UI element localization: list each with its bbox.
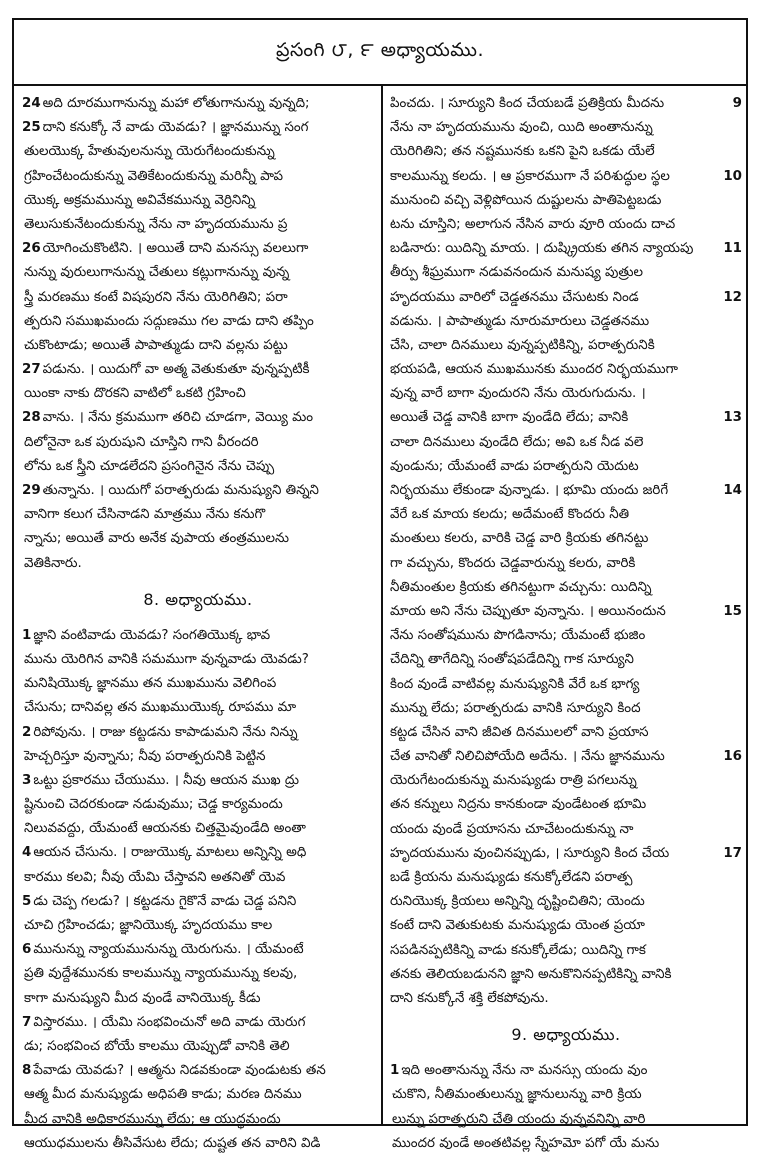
verse-text: దాని కనుక్కో నే వాడు యెవడు? । జ్ఞానమున్ను సంగ <box>42 120 309 136</box>
verse-text: ఇది అంతానున్ను నేను నా మనస్సు యందు వుం <box>401 1063 648 1079</box>
verse-line <box>22 866 374 890</box>
verse-line <box>22 1035 374 1059</box>
verse-text: ఆత్మ మీద మనుష్యుడు అధిపతి కాడు; మరణ దినము <box>24 1087 302 1103</box>
verse-line <box>22 334 374 358</box>
verse-line <box>390 358 742 382</box>
verse-text: మాయ అని నేను చెప్పుతూ వున్నాను. । అయినందున <box>390 603 666 619</box>
verse-text: నున్ను వురులుగానున్ను చేతులు కట్లుగానున్ను వున్న <box>24 265 290 281</box>
verse-text: చుకొని, నీతిమంతులున్ను జ్ఞానులున్ను వారి క్రియ <box>392 1087 642 1103</box>
verse-number: 1 <box>390 1063 400 1079</box>
verse-line <box>22 793 374 817</box>
verse-text: నీతిమంతుల క్రియకు తగినట్టుగా వచ్చును: యిదిన్ని <box>390 579 652 595</box>
verse-text: వెతికినారు. <box>24 555 82 571</box>
verse-line <box>22 769 374 793</box>
verse-text: తెలుసుకునేటందుకున్ను నేను నా హృదయమును ప్ర <box>24 216 288 232</box>
verse-line <box>390 1083 742 1107</box>
verse-text: పేవాడు యెవడు? । ఆత్మను నిడవకుండా వుండుటకు తన <box>33 1063 326 1079</box>
verse-text: భయపడి, ఆయన ముఖమునకు ముందర నిర్భయముగా <box>390 362 678 378</box>
verse-text: కాలమున్ను కలదు. । ఆ ప్రకారముగా నే పరిశుద్ధుల స్థల <box>390 168 670 184</box>
verse-text: యందు వుండే ప్రయాసను చూచేటందుకున్ను నా <box>390 821 634 837</box>
verse-text: గ్రహించేటందుకున్ను వెతికేటందుకున్ను మరిన్నీ పాప <box>24 168 284 184</box>
verse-text: హృదయము వారిలో చెడ్డతనము చేసుటకు నిండ <box>390 289 639 305</box>
verse-line <box>390 382 742 406</box>
verse-line <box>22 527 374 551</box>
verse-line <box>22 237 374 261</box>
verse-text: కట్టడ చేసిన వాని జీవిత దినములలో వాని ప్రయాస <box>390 724 649 740</box>
verse-line <box>390 673 742 697</box>
verse-text: మునుంచి వచ్చి వెళ్లిపోయిన దుష్టులను పాతిపెట్టబడు <box>390 192 662 208</box>
verse-text: న్నాను; అయితే వారు అనేక వుపాయ తంత్రములను <box>24 531 290 547</box>
verse-text: ప్రతి వుద్దేశమునకు కాలమున్ను న్యాయమున్ను కలవు, <box>24 966 298 982</box>
verse-text: తులయొక్క హేతువులనున్ను యెరుగేటందుకున్ను <box>24 144 275 160</box>
verse-line <box>22 841 374 865</box>
verse-text: యెరుగేటందుకున్ను మనుష్యుడు రాత్రి పగలున్ను <box>390 773 637 789</box>
verse-line <box>390 455 742 479</box>
scripture-page <box>12 18 748 1151</box>
chapter-heading-8: 8. అధ్యాయము. <box>143 589 253 609</box>
verse-line <box>22 431 374 455</box>
verse-number: 13 <box>723 410 742 426</box>
verse-text: దాని కనుక్కోనే శక్తి లేకపోవును. <box>390 990 549 1006</box>
verse-text: పడును. । యిదుగో వా అత్మ వెతుకుతూ వున్నప్పటికీ <box>42 362 310 378</box>
verse-line <box>390 890 742 914</box>
verse-number: 9 <box>732 96 742 111</box>
verse-line <box>22 286 374 310</box>
verse-text: చుకొంటాడు; అయితే పాపాత్ముడు దాని వల్లను పట్టు <box>24 337 288 353</box>
verse-text: వడును. । పాపాత్ముడు నూరుమారులు చెడ్డతనము <box>390 313 650 329</box>
verse-number: 11 <box>723 241 742 257</box>
verse-line <box>390 939 742 963</box>
verse-text: బడే క్రియను మనుష్యుడు కనుక్కోలేడని పరాత్ప <box>390 870 633 885</box>
verse-text: అయితే చెడ్డ వానికి బాగా వుండేది లేదు; వానికి <box>390 410 629 426</box>
verse-line <box>22 1108 374 1132</box>
verse-number: 8 <box>22 1063 32 1079</box>
verse-text: బడినారు: యిదిన్ని మాయ. । దుష్క్రియకు తగిన న్యాయపు <box>390 241 694 257</box>
verse-line <box>390 914 742 938</box>
verse-text: వుండును; యేమంటే వాడు పరాత్పరుని యెదుట <box>390 458 639 474</box>
verse-line <box>22 938 374 962</box>
verse-number: 28 <box>22 410 41 426</box>
verse-text: యోగించుకొంటిని. । అయితే దాని మనస్సు వలలుగా <box>42 241 309 257</box>
verse-text: ఆయుధములను తీసివేసుట లేదు; దుష్టత తన వారిని విడి <box>24 1135 321 1151</box>
verse-line <box>390 527 742 551</box>
verse-text: ఆయన చేసును. । రాజుయొక్క మాటలు అన్నిన్ని అధి <box>33 845 307 861</box>
verse-text: నేను నా హృదయమును వుంచి, యిది అంతానున్ను <box>390 120 653 136</box>
verse-line <box>22 1011 374 1035</box>
verse-text: హెచ్చరిస్తూ వున్నాను; నీవు పరాత్పరునికి పెట్టిన <box>24 748 266 764</box>
verse-line <box>390 261 742 285</box>
verse-number: 15 <box>723 603 742 619</box>
verse-text: లోను ఒక స్త్రీని చూడలేదని ప్రసంగినైన నేను చెప్పు <box>24 458 275 474</box>
verse-text: నిర్భయము లేకుండా వున్నాడు. । భూమి యందు జరిగే <box>390 483 669 498</box>
verse-text: అది దూరముగానున్ను మహా లోతుగానున్ను వున్నది; <box>42 96 310 111</box>
verse-line <box>22 165 374 189</box>
verse-text: వానిగా కలుగ చేసినాడని మాత్రము నేను కనుగొ <box>24 507 266 523</box>
verse-text: కింద వుండే వాటివల్ల మనుష్యునికి వేరే ఒక భాగ్య <box>390 676 640 692</box>
verse-line <box>22 358 374 382</box>
verse-number: 24 <box>22 96 41 111</box>
verse-line <box>22 987 374 1011</box>
verse-line <box>390 842 742 866</box>
verse-number: 2 <box>22 724 32 740</box>
verse-line <box>390 624 742 648</box>
verse-number: 29 <box>22 483 41 498</box>
verse-text: చూచి గ్రహించడు; జ్ఞానియొక్క హృదయము కాల <box>24 918 273 933</box>
verse-line <box>22 189 374 213</box>
verse-text: తన కన్నులు నిద్రను కానకుండా వుండేటంత భూమి <box>390 797 647 813</box>
verse-text: యొక్క అక్రమమున్ను అవివేకమున్ను వెర్రినిన్ని <box>24 192 256 208</box>
verse-line <box>22 721 374 745</box>
verse-line <box>390 286 742 310</box>
verse-line <box>22 140 374 164</box>
verse-line <box>390 745 742 769</box>
verse-text: వున్న వారే బాగా వుందురని నేను యెరుగుదును. । <box>390 386 646 402</box>
verse-line <box>390 479 742 503</box>
verse-text: జ్ఞాని వంటివాడు యెవడు? సంగతియొక్క భావ <box>33 627 271 643</box>
verse-text: మున్ను లేదు; పరాత్పరుడు వానికి సూర్యుని కింద <box>390 700 641 716</box>
verse-text: మునున్ను న్యాయమునున్ను యెరుగును. । యేమంటే <box>33 942 304 958</box>
verse-text: టను చూస్తిని; అలాగున నేసిన వారు వూరి యందు దాచ <box>390 216 676 232</box>
verse-line <box>390 310 742 334</box>
verse-line <box>390 406 742 430</box>
verse-line <box>390 237 742 261</box>
verse-line <box>390 334 742 358</box>
verse-number: 4 <box>22 845 32 861</box>
verse-text: తనకు తెలియబడునని జ్ఞాని అనుకొనినప్పటికిన్ని వానికి <box>390 966 672 982</box>
verse-text: చేసును; దానివల్ల తన ముఖముయొక్క రూపము మా <box>24 700 297 716</box>
verse-text: హృదయమును వుంచినప్పుడు, । సూర్యుని కింద చేయ <box>390 845 670 861</box>
right-verses-chapter-8 <box>390 92 742 1011</box>
page-header <box>14 20 746 86</box>
verse-line <box>22 406 374 430</box>
verse-line <box>390 818 742 842</box>
verse-line <box>22 624 374 648</box>
verse-text: చేత వానితో నిలిచిపోయేది అదేను. । నేను జ్ఞానమును <box>390 749 665 765</box>
verse-line <box>390 1132 742 1156</box>
verse-number: 27 <box>22 362 41 378</box>
verse-text: తున్నాను. । యిదుగో పరాత్పరుడు మనుష్యుని తిన్నని <box>42 483 319 498</box>
verse-text: యింకా నాకు దొరకని వాటిలో ఒకటి గ్రహించి <box>24 386 246 402</box>
verse-line <box>22 890 374 914</box>
verse-line <box>390 600 742 624</box>
verse-line <box>390 431 742 455</box>
verse-line <box>390 140 742 164</box>
verse-text: డు చెప్ప గలడు? । కట్టడను గైకొనే వాడు చెడ్డ పనిని <box>33 893 297 909</box>
verse-text: రిపోవును. । రాజు కట్టడను కాపాడుమని నేను నిన్ను <box>33 724 298 740</box>
verse-line <box>390 189 742 213</box>
verse-text: చేదిన్ని తాగేదిన్ని సంతోషపడేదిన్ని గాక సూర్యుని <box>390 652 634 668</box>
verse-text: మనిషియొక్క జ్ఞానము తన ముఖమును వెలిగింప <box>24 676 277 692</box>
verse-number: 10 <box>723 168 742 184</box>
verse-line <box>390 769 742 793</box>
verse-text: మంతులు కలరు, వారికి చెడ్డ వారి క్రియకు తగినట్టు <box>390 531 649 547</box>
verse-text: పించదు. । సూర్యుని కింద చేయబడే ప్రతిక్రియ మీదను <box>390 96 665 111</box>
page-title: ప్రసంగి ౮, ౯ అధ్యాయము. <box>275 38 485 61</box>
verse-text: వాను. । నేను క్రమముగా తరిచి చూడగా, వెయ్యి మం <box>42 410 314 426</box>
verse-line <box>390 963 742 987</box>
right-verses-chapter-9 <box>390 1059 742 1156</box>
verse-text: విస్తారము. । యేమి సంభవించునో అది వాడు యెరుగ <box>33 1014 306 1030</box>
verse-number: 16 <box>723 749 742 765</box>
verse-text: సపడినప్పటికిన్ని వాడు కనుక్కోలేడు; యిదిన్ని గాక <box>390 942 646 958</box>
column-divider <box>381 86 383 1124</box>
verse-line <box>22 962 374 986</box>
verse-text: లున్ను పరాత్పరుని చేతి యందు వున్నవనిన్ని వారి <box>392 1111 646 1127</box>
verse-text: కాగా మనుష్యుని మీద వుండే వానియొక్క కీడు <box>24 990 261 1006</box>
verse-line <box>390 697 742 721</box>
verse-line <box>22 503 374 527</box>
left-column <box>22 92 374 1151</box>
verse-text: కంటే దాని వెతుకుటకు మనుష్యుడు యెంత ప్రయా <box>390 918 645 934</box>
verse-text: ఒట్టు ప్రకారము చేయుము. । నీవు ఆయన ముఖ ద్రు <box>33 772 299 788</box>
verse-text: ముందర వుండే అంతటివల్ల స్నేహమో పగో యే మను <box>392 1135 660 1151</box>
verse-line <box>22 92 374 116</box>
verse-line <box>22 672 374 696</box>
verse-line <box>22 648 374 672</box>
verse-text: స్త్రీ మరణము కంటే విషపురని నేను యెరిగితిని; పరా <box>24 289 288 305</box>
verse-line <box>390 648 742 672</box>
verse-text: మును యెరిగిన వానికి సమముగా వున్నవాడు యెవడు? <box>24 651 309 667</box>
left-verses-chapter-8 <box>22 624 374 1156</box>
verse-text: యెరిగితిని; తన నష్టమునకు ఒకని పైని ఒకడు యేలే <box>390 144 655 160</box>
verse-text: డు; సంభవించ బోయే కాలము యెప్పుడో వానికి తెలి <box>24 1038 290 1054</box>
verse-line <box>390 92 742 116</box>
verse-line <box>22 696 374 720</box>
verse-number: 25 <box>22 120 41 136</box>
verse-text: త్పరుని సముఖమందు సద్గుణము గల వాడు దాని తప్పిం <box>24 313 314 329</box>
left-verses-chapter-7 <box>22 92 374 576</box>
verse-text: రునియొక్క క్రియలు అన్నిన్ని దృష్టించితిని; యెందు <box>390 894 645 910</box>
verse-line <box>390 1059 742 1083</box>
verse-text: చాలా దినములు వుండేది లేదు; అవి ఒక నీడ వలె <box>390 434 644 450</box>
verse-line <box>22 116 374 140</box>
verse-line <box>390 987 742 1011</box>
verse-number: 1 <box>22 627 32 643</box>
verse-text: దిలోనైనా ఒక పురుషుని చూస్తిని గాని వీరందరి <box>24 434 259 450</box>
verse-line <box>22 213 374 237</box>
verse-line <box>390 793 742 817</box>
verse-line <box>390 213 742 237</box>
verse-line <box>22 1132 374 1156</box>
verse-line <box>390 1108 742 1132</box>
chapter-heading-9: 9. అధ్యాయము. <box>511 1025 621 1045</box>
verse-text: చేసి, చాలా దినములు వున్నప్పటికిన్ని, పరాత్పరునికి <box>390 337 655 353</box>
right-column <box>390 92 742 1151</box>
verse-line <box>22 1059 374 1083</box>
verse-text: మీద వానికి అధికారమున్ను లేదు; ఆ యుద్ధమందు <box>24 1111 281 1127</box>
verse-number: 3 <box>22 772 32 788</box>
verse-line <box>22 479 374 503</box>
verse-text: తీర్పు శీఘ్రముగా నడువనందున మనుష్య పుత్రుల <box>390 265 643 281</box>
verse-number: 17 <box>723 845 742 861</box>
verse-line <box>22 455 374 479</box>
verse-line <box>390 116 742 140</box>
verse-line <box>22 261 374 285</box>
verse-line <box>22 914 374 938</box>
verse-text: గా వచ్చును, కొందరు చెడ్డవారున్ను కలరు, వారికి <box>390 555 636 571</box>
verse-line <box>22 817 374 841</box>
verse-number: 5 <box>22 893 32 909</box>
verse-line <box>390 866 742 890</box>
verse-text: ష్టినుంచి చెదరకుండా నడువుము; చెడ్డ కార్యమందు <box>24 797 283 813</box>
verse-line <box>22 745 374 769</box>
verse-line <box>390 165 742 189</box>
verse-number: 12 <box>723 289 742 305</box>
verse-text: వేరే ఒక మాయ కలదు; అదేమంటే కొందరు నీతి <box>390 507 630 523</box>
verse-line <box>390 576 742 600</box>
verse-number: 6 <box>22 942 32 958</box>
verse-number: 14 <box>723 483 742 498</box>
verse-text: కారము కలవి; నీవు యేమి చేస్తావని అతనితో యెవ <box>24 869 286 885</box>
verse-line <box>390 552 742 576</box>
verse-text: నేను సంతోషమును పొగడినాను; యేమంటే భుజిం <box>390 628 646 644</box>
verse-line <box>390 721 742 745</box>
verse-number: 7 <box>22 1014 32 1030</box>
verse-line <box>22 382 374 406</box>
verse-line <box>22 552 374 576</box>
verse-line <box>22 1083 374 1107</box>
verse-number: 26 <box>22 241 41 257</box>
verse-line <box>390 503 742 527</box>
verse-line <box>22 310 374 334</box>
verse-text: నిలువవద్దు, యేమంటే ఆయనకు చిత్తమైవుండేది అంతా <box>24 821 306 837</box>
